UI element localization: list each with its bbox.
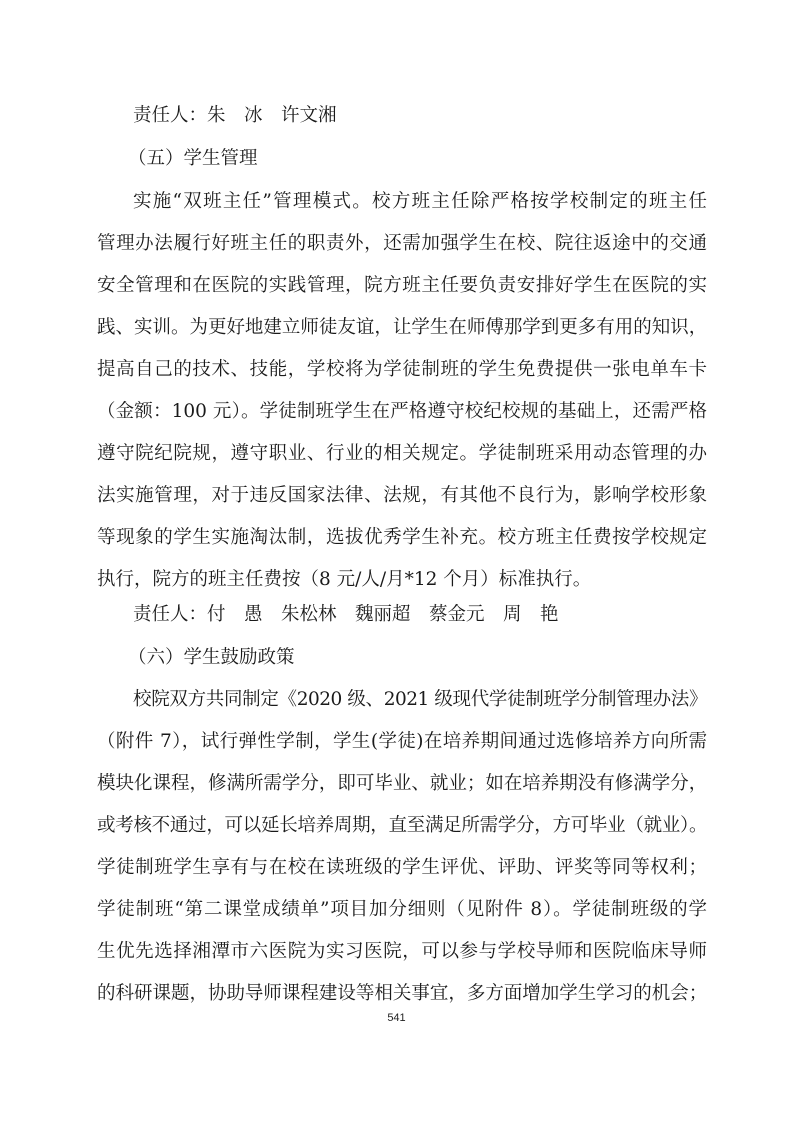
paragraph-line: 学徒制班学生享有与在校在读班级的学生评优、评助、评奖等同等权利；	[97, 857, 707, 878]
paragraph-line: 生优先选择湘潭市六医院为实习医院，可以参与学校导师和医院临床导师	[97, 941, 707, 962]
paragraph-line: 提高自己的技术、技能，学校将为学徒制班的学生免费提供一张电单车卡	[97, 359, 707, 380]
section-6-heading: （六）学生鼓励政策	[128, 647, 295, 668]
paragraph-line: （附件 7），试行弹性学制，学生(学徒)在培养期间通过选修培养方向所需	[97, 731, 707, 752]
paragraph-line: 的科研课题，协助导师课程建设等相关事宜，多方面增加学生学习的机会；	[97, 983, 707, 1004]
paragraph-line: 学徒制班“第二课堂成绩单”项目加分细则（见附件 8）。学徒制班级的学	[97, 899, 707, 920]
responsible-persons-2: 责任人：付 愚 朱松林 魏丽超 蔡金元 周 艳	[133, 604, 559, 625]
paragraph-line: （金额：100 元）。学徒制班学生在严格遵守校纪校规的基础上，还需严格	[97, 401, 707, 422]
section-5-heading: （五）学生管理	[128, 148, 258, 169]
paragraph-line: 校院双方共同制定《2020 级、2021 级现代学徒制班学分制管理办法》	[133, 689, 707, 710]
paragraph-line: 模块化课程，修满所需学分，即可毕业、就业；如在培养期没有修满学分，	[97, 773, 707, 794]
paragraph-line: 安全管理和在医院的实践管理，院方班主任要负责安排好学生在医院的实	[97, 275, 707, 296]
paragraph-line: 等现象的学生实施淘汰制，选拔优秀学生补充。校方班主任费按学校规定	[97, 527, 707, 548]
responsible-persons-1: 责任人：朱 冰 许文湘	[133, 105, 337, 126]
paragraph-line: 管理办法履行好班主任的职责外，还需加强学生在校、院往返途中的交通	[97, 233, 707, 254]
page-number: 541	[387, 1012, 406, 1024]
paragraph-line: 或考核不通过，可以延长培养周期，直至满足所需学分，方可毕业（就业）。	[97, 815, 707, 836]
paragraph-line: 法实施管理，对于违反国家法律、法规，有其他不良行为，影响学校形象	[97, 485, 707, 506]
paragraph-line: 执行，院方的班主任费按（8 元/人/月*12 个月）标准执行。	[97, 569, 592, 590]
paragraph-line: 实施“双班主任”管理模式。校方班主任除严格按学校制定的班主任	[133, 191, 707, 212]
paragraph-line: 践、实训。为更好地建立师徒友谊，让学生在师傅那学到更多有用的知识，	[97, 317, 707, 338]
paragraph-line: 遵守院纪院规，遵守职业、行业的相关规定。学徒制班采用动态管理的办	[97, 443, 707, 464]
